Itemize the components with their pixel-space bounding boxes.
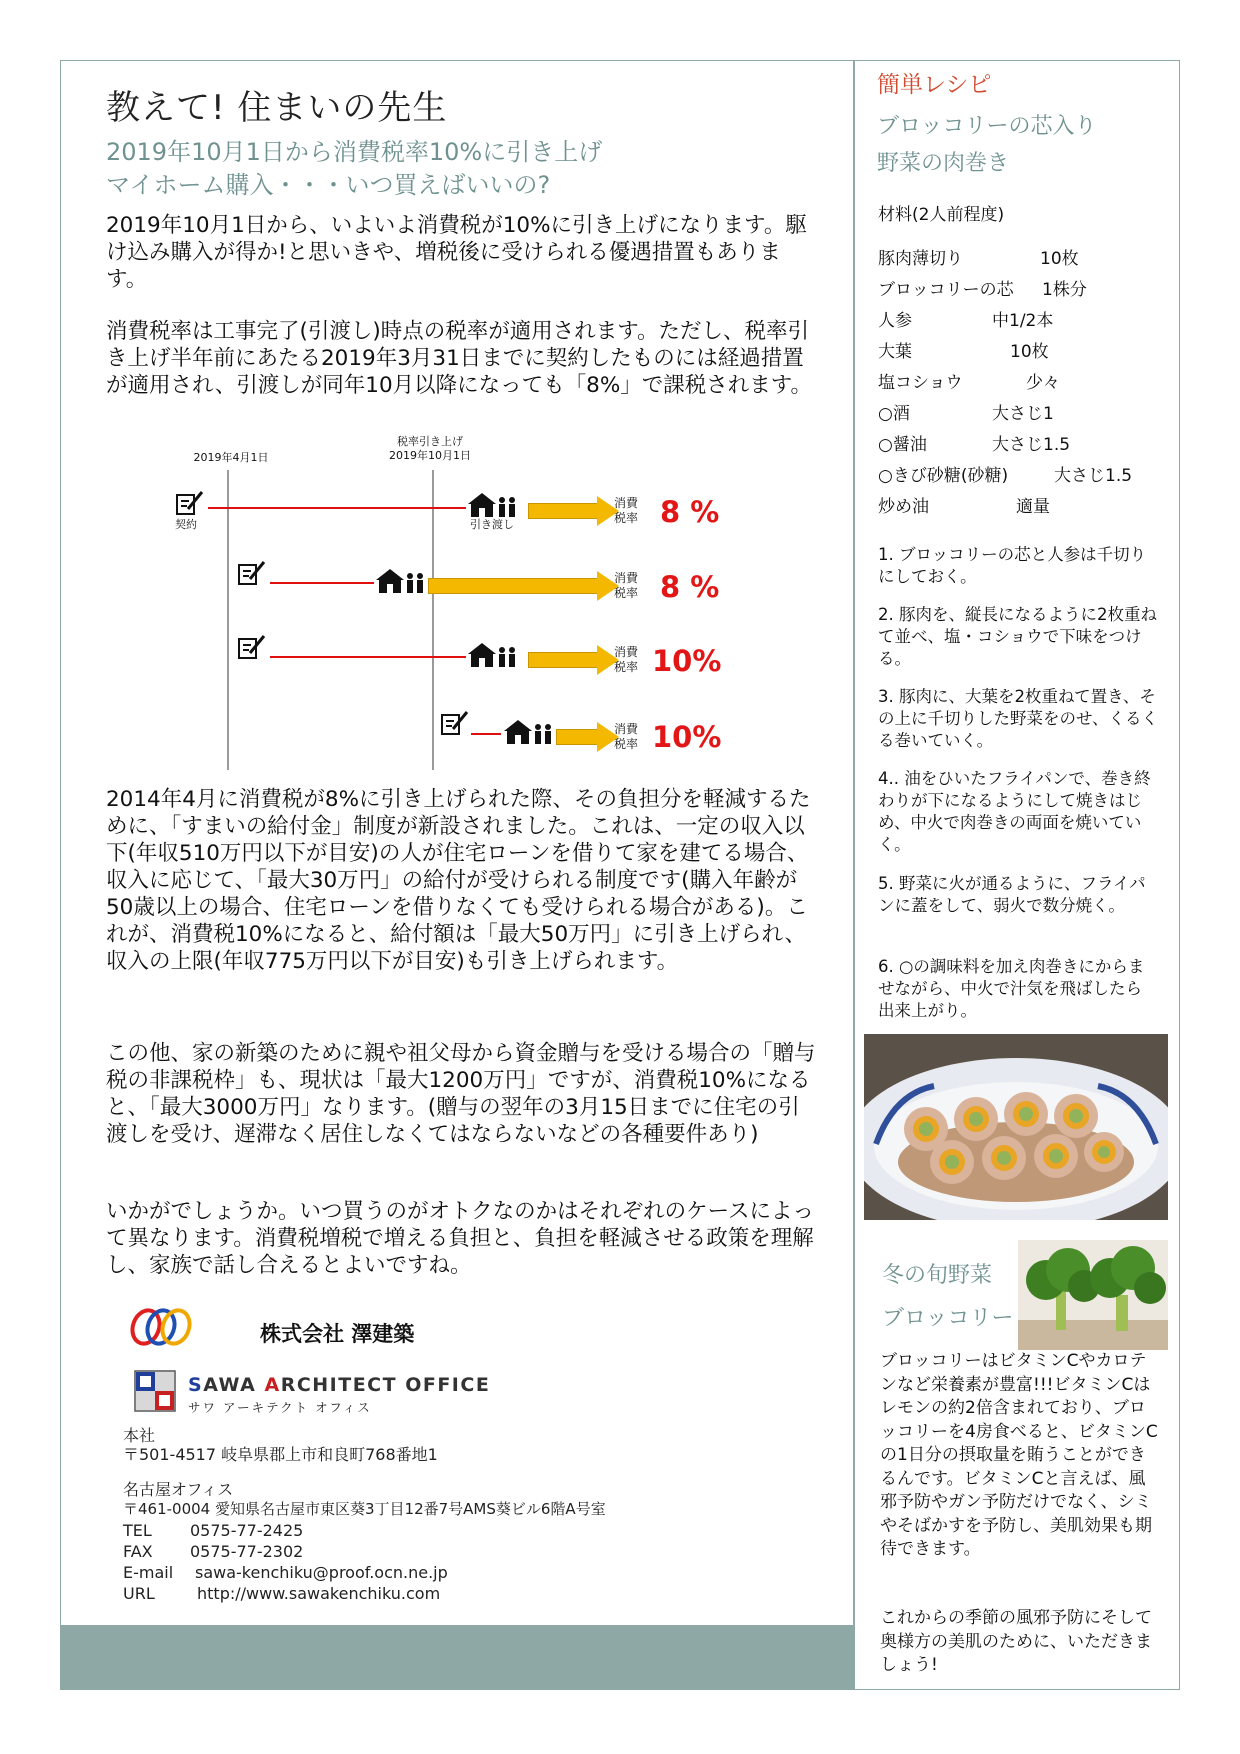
office-name-kana: サワ アーキテクト オフィス xyxy=(188,1400,372,1415)
body-paragraph-5: いかがでしょうか。いつ買うのがオトクなのかはそれぞれのケースによって異なります。消費税増税で増える負担と、負担を軽減させる政策を理解し、家族で話し合えるとよいですね。 xyxy=(106,1199,814,1278)
ingredient-amount: 少々 xyxy=(1026,373,1060,393)
ingredient-name: ○酒 xyxy=(878,404,910,424)
ingredient-amount: 適量 xyxy=(1016,497,1050,517)
ingredient-name: ○きび砂糖(砂糖) xyxy=(878,466,1009,486)
row3-rate-word: 消費 税率 xyxy=(613,645,638,674)
timeline-rate-increase-label: 税率引き上げ xyxy=(397,435,463,448)
ingredient-amount: 大さじ1.5 xyxy=(1054,466,1133,486)
seasonal-vegetable-heading: 冬の旬野菜 xyxy=(882,1263,993,1288)
recipe-step-3: 3. 豚肉に、大葉を2枚重ねて置き、その上に千切りした野菜をのせ、くるくる巻いていく。 xyxy=(878,687,1159,750)
contract-pen-icon xyxy=(238,634,266,664)
hq-address: 〒501-4517 岐阜県郡上市和良町768番地1 xyxy=(123,1445,438,1464)
row4-arrow xyxy=(556,729,598,745)
tel-label: TEL xyxy=(123,1521,152,1540)
row4-rate-word: 消費 税率 xyxy=(613,722,638,751)
company-logo xyxy=(126,1305,198,1351)
ingredient-amount: 中1/2本 xyxy=(992,311,1054,331)
row2-arrow xyxy=(428,578,598,594)
row1-rate-value: 8 % xyxy=(660,495,720,529)
row2-rate-value: 8 % xyxy=(660,570,720,604)
recipe-step-4: 4.. 油をひいたフライパンで、巻き終わりが下になるようにして焼きはじめ、中火で肉巻きの両面を焼いていく。 xyxy=(878,769,1151,854)
timeline-vline-april xyxy=(227,470,229,770)
contract-pen-icon xyxy=(441,710,469,740)
footer-band xyxy=(60,1625,854,1690)
ingredient-amount: 10枚 xyxy=(1010,342,1049,362)
page-title: 教えて! 住まいの先生 xyxy=(106,88,448,128)
ingredient-name: 大葉 xyxy=(878,342,912,362)
office-name-english: SAWA ARCHITECT OFFICE xyxy=(188,1374,491,1396)
ingredient-name: 豚肉薄切り xyxy=(878,249,963,269)
ingredient-name: 炒め油 xyxy=(878,497,929,517)
row1-rate-word: 消費 税率 xyxy=(613,496,638,525)
recipe-step-1: 1. ブロッコリーの芯と人参は千切りにしておく。 xyxy=(878,545,1147,586)
column-divider xyxy=(853,60,855,1690)
nagoya-address: 〒461-0004 愛知県名古屋市東区葵3丁目12番7号AMS葵ビル6階A号室 xyxy=(123,1500,606,1518)
body-paragraph-4: この他、家の新築のために親や祖父母から資金贈与を受ける場合の「贈与税の非課税枠」も、現状は「最大1200万円」ですが、消費税10%になると、「最大3000万円」なります。(贈与の翌年の3月15日までに住宅の引渡しを受け、遅滞なく居住しなくてはならないなどの各種要件あり) xyxy=(106,1041,816,1147)
row3-arrow xyxy=(528,652,598,668)
subtitle-line-1: 2019年10月1日から消費税率10%に引き上げ xyxy=(106,138,603,166)
recipe-step-5: 5. 野菜に火が通るように、フライパンに蓋をして、弱火で数分焼く。 xyxy=(878,874,1146,915)
broccoli-closing: これからの季節の風邪予防にそして奥様方の美肌のために、いただきましょう! xyxy=(880,1608,1152,1675)
ingredient-name: 人参 xyxy=(878,311,912,331)
handover-label: 引き渡し xyxy=(470,518,514,531)
row1-contract-line xyxy=(208,507,466,509)
broccoli-description: ブロッコリーはビタミンCやカロテンなど栄養素が豊富!!!ビタミンCはレモンの約2倍含まれており、ブロッコリーを4房食べると、ビタミンCの1日分の摂取量を賄うことができるんです。ビタミンCと言えば、風邪予防やガン予防だけでなく、シミやそばかすを予防し、美肌効果も期待できます。 xyxy=(880,1351,1158,1559)
contract-label: 契約 xyxy=(175,518,197,531)
row3-contract-line xyxy=(270,656,466,658)
row2-rate-word: 消費 税率 xyxy=(613,571,638,600)
nagoya-label: 名古屋オフィス xyxy=(123,1480,234,1499)
url-label: URL xyxy=(123,1584,155,1603)
timeline-date-april: 2019年4月1日 xyxy=(193,451,269,464)
office-logo xyxy=(134,1370,176,1416)
email-address[interactable]: sawa-kenchiku@proof.ocn.ne.jp xyxy=(195,1563,448,1582)
website-url[interactable]: http://www.sawakenchiku.com xyxy=(197,1584,441,1603)
seasonal-vegetable-name: ブロッコリー xyxy=(882,1306,1014,1331)
ingredient-amount: 1株分 xyxy=(1042,280,1087,300)
ingredient-name: 塩コショウ xyxy=(878,373,963,393)
fax-label: FAX xyxy=(123,1542,153,1561)
house-family-icon xyxy=(466,642,520,672)
house-family-icon xyxy=(374,568,428,598)
row2-contract-line xyxy=(270,582,374,584)
row3-rate-value: 10% xyxy=(652,644,722,678)
ingredients-heading: 材料(2人前程度) xyxy=(878,205,1005,225)
timeline-date-october xyxy=(380,435,480,463)
recipe-name-line-2: 野菜の肉巻き xyxy=(877,151,1010,176)
page-subtitle xyxy=(106,136,602,202)
contract-pen-icon xyxy=(238,560,266,590)
ingredient-name: ブロッコリーの芯 xyxy=(878,280,1014,300)
email-label: E-mail xyxy=(123,1563,174,1582)
meat-roll-dish-photo xyxy=(864,1034,1168,1224)
ingredient-amount: 大さじ1 xyxy=(992,404,1054,424)
recipe-name-line-1: ブロッコリーの芯入り xyxy=(877,114,1097,139)
contract-pen-icon xyxy=(176,490,204,520)
ingredient-name: ○醤油 xyxy=(878,435,927,455)
tel-number: 0575-77-2425 xyxy=(190,1521,304,1540)
subtitle-line-2: マイホーム購入・・・いつ買えばいいの? xyxy=(106,171,551,199)
company-name: 株式会社 澤建築 xyxy=(260,1322,415,1346)
row4-rate-value: 10% xyxy=(652,720,722,754)
broccoli-photo xyxy=(1018,1240,1168,1354)
body-paragraph-2: 消費税率は工事完了(引渡し)時点の税率が適用されます。ただし、税率引き上げ半年前にあたる2019年3月31日までに契約したものには経過措置が適用され、引渡しが同年10月以降になっても「8%」で課税されます。 xyxy=(106,319,813,398)
body-paragraph-3: 2014年4月に消費税が8%に引き上げられた際、その負担分を軽減するために、「すまいの給付金」制度が新設されました。これは、一定の収入以下(年収510万円以下が目安)の人が住宅ローンを借りて家を建てる場合、収入に応じて、「最大30万円」の給付が受けられる制度です(購入年齢が50歳以上の場合、住宅ローンを借りなくても受けられる場合がある)。これが、消費税10%になると、給付額は「最大50万円」に引き上げられ、収入の上限(年収775万円以下が目安)も引き上げられます。 xyxy=(106,787,811,974)
hq-label: 本社 xyxy=(123,1426,156,1445)
timeline-vline-october xyxy=(432,470,434,770)
recipe-step-2: 2. 豚肉を、縦長になるように2枚重ねて並べ、塩・コショウで下味をつける。 xyxy=(878,605,1157,668)
row1-arrow xyxy=(528,503,598,519)
body-paragraph-1: 2019年10月1日から、いよいよ消費税が10%に引き上げになります。駆け込み購入が得か!と思いきや、増税後に受けられる優遇措置もあります。 xyxy=(106,213,807,292)
recipe-name xyxy=(877,108,1097,182)
row4-contract-line xyxy=(471,733,501,735)
ingredient-amount: 10枚 xyxy=(1040,249,1079,269)
house-family-icon xyxy=(502,719,556,749)
timeline-october-date: 2019年10月1日 xyxy=(389,449,471,462)
fax-number: 0575-77-2302 xyxy=(190,1542,304,1561)
ingredient-amount: 大さじ1.5 xyxy=(992,435,1071,455)
recipe-section-title: 簡単レシピ xyxy=(877,72,992,98)
recipe-step-6: 6. ○の調味料を加え肉巻きにからませながら、中火で汁気を飛ばしたら出来上がり。 xyxy=(878,957,1145,1020)
